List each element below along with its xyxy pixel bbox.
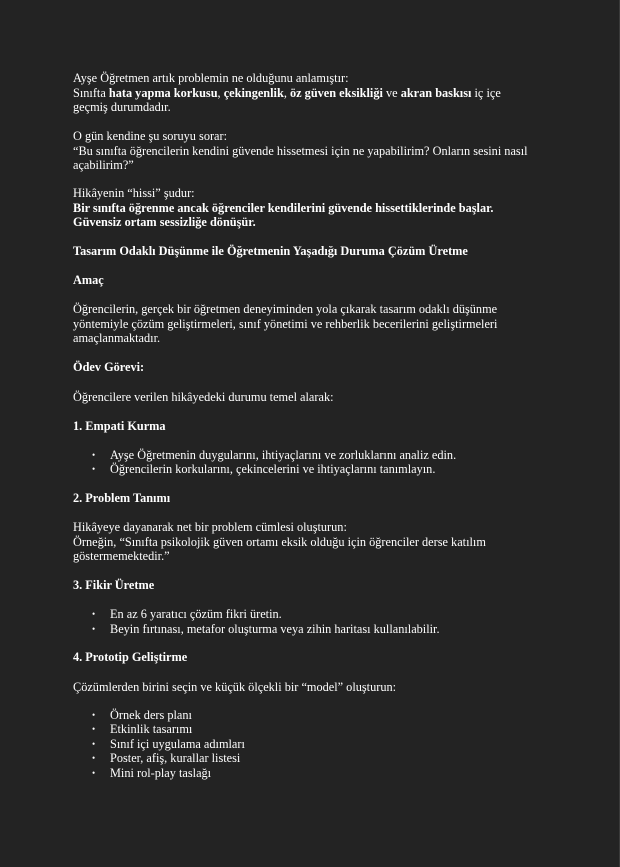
list-item-text: En az 6 yaratıcı çözüm fikri üretin.: [110, 607, 282, 621]
bullet-icon: •: [92, 450, 96, 460]
question-paragraph: [73, 129, 543, 173]
list-item-text: Poster, afiş, kurallar listesi: [110, 751, 241, 765]
prototype-text: [73, 680, 543, 695]
term-shyness: çekingenlik: [223, 85, 284, 100]
intro-sep: ,: [283, 85, 290, 100]
intro-sep: ,: [217, 85, 224, 100]
prototype-line: Çözümlerden birini seçin ve küçük ölçekli bir “model” oluşturun:: [73, 680, 397, 694]
intro-paragraph: [73, 71, 543, 115]
list-item: [92, 722, 542, 737]
problem-line-2: Örneğin, “Sınıfta psikolojik güven ortamı eksik olduğu için öğrenciler derse katılım: [73, 534, 486, 549]
feeling-paragraph: [73, 186, 543, 230]
purpose-line-2: yöntemiyle çözüm geliştirmeleri, sınıf yönetimi ve rehberlik becerilerini geliştirmeleri: [73, 316, 498, 331]
list-item-text: Mini rol-play taslağı: [110, 766, 212, 780]
intro-sep: ve: [382, 85, 401, 100]
intro-line-1: Ayşe Öğretmen artık problemin ne olduğunu anlamıştır:: [73, 71, 349, 85]
bullet-icon: •: [92, 739, 96, 749]
feeling-line-3: [73, 215, 543, 230]
list-item-text: Öğrencilerin korkularını, çekincelerini ve ihtiyaçlarını tanımlayın.: [110, 462, 436, 476]
bullet-icon: •: [92, 768, 96, 778]
list-item: [92, 607, 542, 622]
purpose-line-1: Öğrencilerin, gerçek bir öğretmen deneyiminden yola çıkarak tasarım odaklı düşünme: [73, 302, 498, 316]
feeling-bold-2: Güvensiz ortam sessizliğe dönüşür.: [73, 215, 256, 230]
list-item: [92, 622, 542, 637]
purpose-line-3: amaçlanmaktadır.: [73, 331, 161, 346]
feeling-line-2: [73, 201, 543, 216]
intro-line-2: [73, 86, 543, 101]
intro-prefix: Sınıfta: [73, 85, 109, 100]
intro-suffix: iç içe: [471, 85, 501, 100]
term-low-confidence: öz güven eksikliği: [289, 85, 383, 100]
list-item: [92, 448, 542, 463]
list-item: [92, 462, 542, 477]
problem-line-3: göstermemektedir.”: [73, 549, 170, 564]
feeling-bold-1: Bir sınıfta öğrenme ancak öğrenciler kendilerini güvende hissettiklerinde başlar.: [73, 200, 494, 215]
bullet-icon: •: [92, 753, 96, 763]
question-line-1: O gün kendine şu soruyu sorar:: [73, 129, 228, 143]
assignment-line: Öğrencilere verilen hikâyedeki durumu temel alarak:: [73, 390, 334, 404]
problem-line-1: Hikâyeye dayanarak net bir problem cümlesi oluşturun:: [73, 520, 347, 534]
ideation-heading: 3. Fikir Üretme: [73, 578, 155, 592]
list-item-text: Ayşe Öğretmenin duygularını, ihtiyaçlarını ve zorluklarını analiz edin.: [110, 448, 457, 462]
bullet-icon: •: [92, 724, 96, 734]
bullet-icon: •: [92, 464, 96, 474]
section-title: Tasarım Odaklı Düşünme ile Öğretmenin Yaşadığı Duruma Çözüm Üretme: [73, 244, 468, 258]
purpose-paragraph: [73, 302, 543, 346]
term-fear-of-mistakes: hata yapma korkusu: [108, 85, 218, 100]
bullet-icon: •: [92, 609, 96, 619]
feeling-line-1: Hikâyenin “hissi” şudur:: [73, 186, 195, 200]
list-item: [92, 766, 542, 781]
term-peer-pressure: akran baskısı: [400, 85, 472, 100]
bullet-icon: •: [92, 710, 96, 720]
assignment-heading: Ödev Görevi:: [73, 360, 145, 374]
question-line-3: açabilirim?”: [73, 158, 134, 173]
list-item-text: Beyin fırtınası, metafor oluşturma veya zihin haritası kullanılabilir.: [110, 622, 440, 636]
prototype-heading: 4. Prototip Geliştirme: [73, 650, 188, 664]
purpose-heading: Amaç: [73, 273, 104, 287]
list-item-text: Örnek ders planı: [110, 708, 192, 722]
intro-line-3: geçmiş durumdadır.: [73, 100, 171, 115]
empathy-heading: 1. Empati Kurma: [73, 419, 166, 433]
list-item-text: Etkinlik tasarımı: [110, 722, 193, 736]
problem-paragraph: [73, 520, 543, 564]
list-item: [92, 751, 542, 766]
problem-heading: 2. Problem Tanımı: [73, 491, 171, 505]
list-item-text: Sınıf içi uygulama adımları: [110, 737, 245, 751]
assignment-text: [73, 390, 543, 405]
bullet-icon: •: [92, 624, 96, 634]
question-line-2: “Bu sınıfta öğrencilerin kendini güvende hissetmesi için ne yapabilirim? Onların sesini nasıl: [73, 143, 528, 158]
list-item: [92, 737, 542, 752]
list-item: [92, 708, 542, 723]
